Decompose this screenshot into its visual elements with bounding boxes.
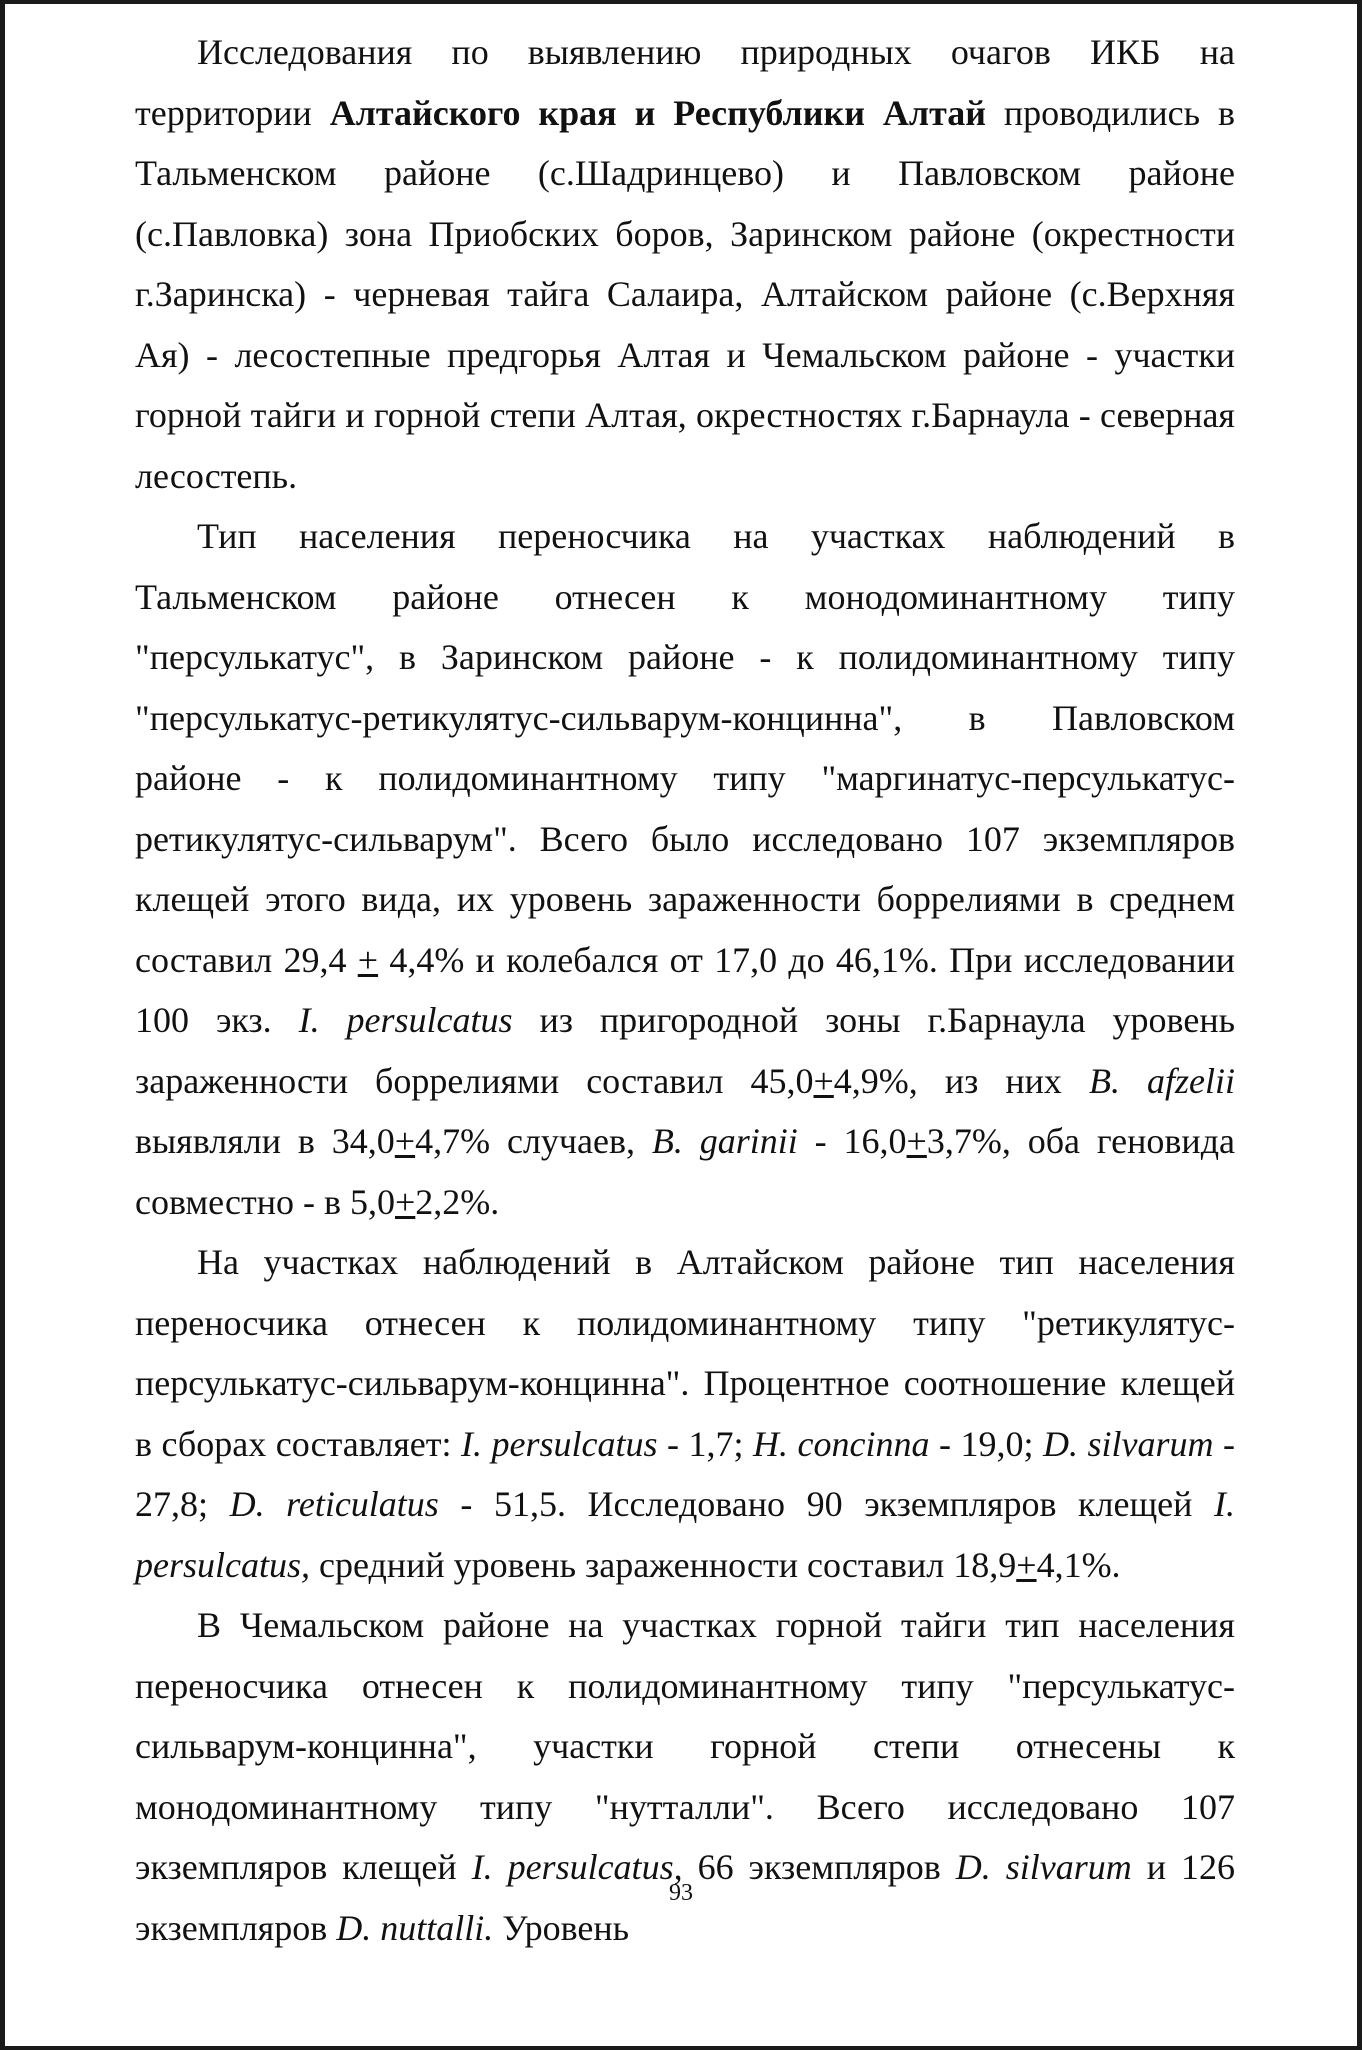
text-run: 3,7%, оба геновида совместно - в 5,0 bbox=[135, 1121, 1235, 1222]
text-run: - 1,7; bbox=[657, 1423, 753, 1464]
text-run: и 126 экземпляров bbox=[135, 1847, 1236, 1948]
text-run: из пригородной зоны г.Барнаула уровень зараженности боррелиями составил 45,0 bbox=[135, 1000, 1236, 1101]
plus-minus-sign: + bbox=[906, 1121, 927, 1161]
text-run: проводились в Тальменском районе (с.Шадринцево) и Павловском районе (с.Павловка) зона Приобских боров, Заринском районе (окрестности г.Заринска) - черневая тайга Салаира, Алтайском районе (с.Верхняя Ая) - лесостепные предгорья Алтая и Чемальском районе - участки горной тайги и горной степи Алтая, окрестностях г.Барнаула - северная лесостепь. bbox=[135, 92, 1236, 496]
text-run: 4,1%. bbox=[1036, 1544, 1121, 1585]
species-name: D. silvarum bbox=[955, 1847, 1132, 1887]
plus-minus-sign: + bbox=[357, 939, 379, 980]
species-name: I. persulcatus, bbox=[135, 1484, 1235, 1585]
text-run: средний уровень зараженности составил 18,9 bbox=[310, 1544, 1017, 1585]
paragraph bbox=[135, 506, 1235, 1232]
text-run: Исследования по выявлению природных очагов ИКБ на территории bbox=[135, 32, 1235, 133]
document-body bbox=[135, 22, 1235, 1958]
species-name: D. reticulatus bbox=[229, 1484, 439, 1524]
text-run: На участках наблюдений в Алтайском районе тип населения переносчика отнесен к полидоминантному типу "ретикулятус-персулькатус-сильварум-концинна". Процентное соотношение клещей в сборах составляет: bbox=[135, 1242, 1235, 1464]
page-number: 93 bbox=[669, 1880, 693, 1906]
text-run: 4,7% случаев, bbox=[415, 1121, 652, 1161]
text-run: 4,9%, из них bbox=[833, 1060, 1089, 1101]
text-run: - 16,0 bbox=[797, 1121, 907, 1161]
plus-minus-sign: + bbox=[813, 1060, 834, 1101]
paragraph bbox=[135, 1232, 1235, 1595]
species-name: D. nuttalli. bbox=[336, 1907, 494, 1948]
species-name: I. persulcatus bbox=[298, 1000, 513, 1040]
species-name: I. persulcatus, bbox=[471, 1847, 683, 1887]
text-run: - 27,8; bbox=[135, 1423, 1235, 1524]
species-name: D. silvarum bbox=[1042, 1423, 1214, 1464]
emphasis-text: Алтайского края и Республики Алтай bbox=[329, 92, 986, 133]
text-run: Тип населения переносчика на участках наблюдений в Тальменском районе отнесен к монодоминантному типу "персулькатус", в Заринском районе - к полидоминантному типу "персулькатус-ретикулятус-сильварум-концинна", в Павловском районе - к полидоминантному типу "маргинатус-персулькатус-ретикулятус-сильварум". Всего было исследовано 107 экземпляров клещей этого вида, их уровень зараженности боррелиями в среднем составил 29,4 bbox=[135, 516, 1235, 980]
plus-minus-sign: + bbox=[394, 1181, 416, 1222]
paragraph bbox=[135, 22, 1235, 506]
text-run: 66 экземпляров bbox=[682, 1847, 956, 1887]
text-run: 2,2%. bbox=[415, 1181, 500, 1222]
species-name: B. afzelii bbox=[1088, 1060, 1235, 1101]
text-run: 4,4% и колебался от 17,0 до 46,1%. При исследовании 100 экз. bbox=[135, 939, 1235, 1040]
text-run: - 51,5. Исследовано 90 экземпляров клещей bbox=[438, 1484, 1214, 1524]
plus-minus-sign: + bbox=[394, 1121, 416, 1161]
text-run: Уровень bbox=[493, 1907, 630, 1948]
text-run: В Чемальском районе на участках горной тайги тип населения переносчика отнесен к полидоминантному типу "персулькатус-сильварум-концинна", участки горной степи отнесены к монодоминантному типу "нутталли". Всего исследовано 107 экземпляров клещей bbox=[135, 1605, 1235, 1887]
text-run: выявляли в 34,0 bbox=[135, 1121, 395, 1161]
species-name: B. garinii bbox=[651, 1121, 798, 1161]
species-name: H. concinna bbox=[753, 1423, 930, 1464]
species-name: I. persulcatus bbox=[461, 1423, 658, 1464]
text-run: - 19,0; bbox=[929, 1423, 1043, 1464]
plus-minus-sign: + bbox=[1016, 1544, 1037, 1585]
